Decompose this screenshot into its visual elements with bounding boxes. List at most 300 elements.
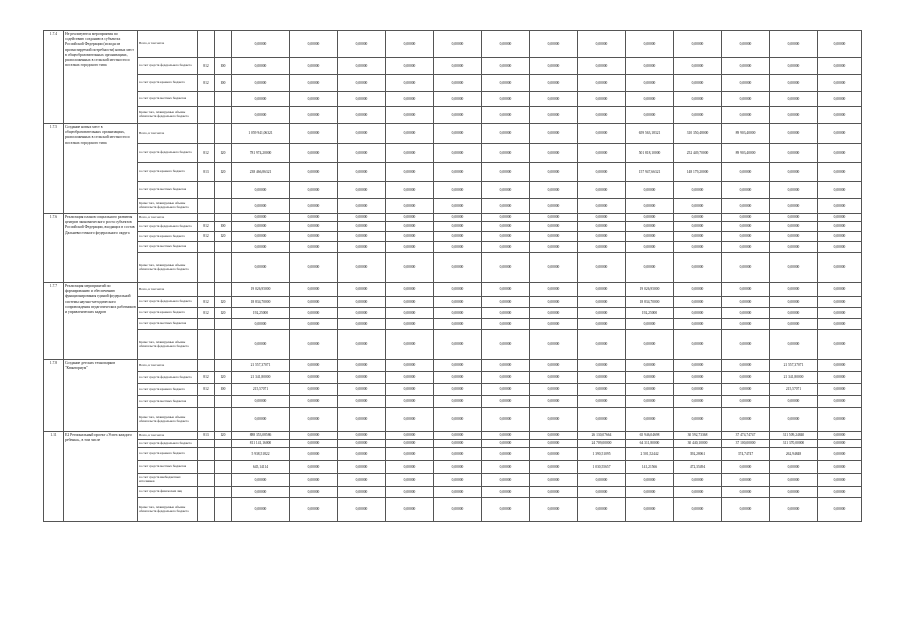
amount-cell: 0,00000 <box>386 163 434 182</box>
amount-cell: 0,00000 <box>290 214 338 222</box>
amount-cell: 0,00000 <box>818 58 862 75</box>
amount-cell: 0,00000 <box>626 487 674 498</box>
section-code <box>215 396 232 408</box>
amount-cell: 0,00000 <box>338 283 386 297</box>
amount-cell: 0,00000 <box>386 396 434 408</box>
amount-cell: 0,00000 <box>434 214 482 222</box>
amount-cell: 0,00000 <box>530 408 578 432</box>
grbs-code <box>198 319 215 330</box>
amount-cell: 645,14114 <box>232 461 290 474</box>
amount-cell: 0,00000 <box>434 182 482 199</box>
amount-cell: 0,00000 <box>818 214 862 222</box>
amount-cell: 0,00000 <box>290 144 338 163</box>
amount-cell: 0,00000 <box>290 408 338 432</box>
amount-cell: 0,00000 <box>434 440 482 448</box>
amount-cell: 0,00000 <box>578 222 626 232</box>
table-row <box>44 222 862 232</box>
amount-cell: 0,00000 <box>818 222 862 232</box>
section-code: I20 <box>215 163 232 182</box>
amount-cell: 0,00000 <box>722 384 770 396</box>
amount-cell: 0,00000 <box>434 92 482 107</box>
amount-cell: 0,00000 <box>722 163 770 182</box>
amount-cell: 0,00000 <box>290 319 338 330</box>
amount-cell: 0,00000 <box>338 163 386 182</box>
amount-cell: 0,00000 <box>770 487 818 498</box>
funding-source: Всего, в том числе <box>138 432 198 440</box>
amount-cell: 0,00000 <box>626 222 674 232</box>
amount-cell: 5 938,51822 <box>232 448 290 461</box>
amount-cell: 0,00000 <box>770 283 818 297</box>
amount-cell: 0,00000 <box>818 199 862 214</box>
table-row <box>44 498 862 522</box>
amount-cell: 888 353,08586 <box>232 432 290 440</box>
amount-cell: 0,00000 <box>722 360 770 372</box>
amount-cell: 0,00000 <box>338 432 386 440</box>
amount-cell: 0,00000 <box>818 360 862 372</box>
amount-cell: 0,00000 <box>482 330 530 360</box>
amount-cell: 0,00000 <box>434 232 482 242</box>
amount-cell: 0,00000 <box>338 308 386 319</box>
amount-cell: 0,00000 <box>770 214 818 222</box>
amount-cell: 0,00000 <box>530 92 578 107</box>
amount-cell: 0,00000 <box>530 232 578 242</box>
amount-cell: 0,00000 <box>434 31 482 58</box>
amount-cell: 0,00000 <box>338 440 386 448</box>
grbs-code <box>198 498 215 522</box>
amount-cell: 0,00000 <box>674 319 722 330</box>
amount-cell: 0,00000 <box>338 222 386 232</box>
amount-cell: 0,00000 <box>674 58 722 75</box>
amount-cell: 0,00000 <box>482 232 530 242</box>
amount-cell: 0,00000 <box>530 297 578 308</box>
funding-source: за счет средств краевого бюджета <box>138 448 198 461</box>
section-code <box>215 440 232 448</box>
amount-cell: 0,00000 <box>530 432 578 440</box>
amount-cell: 0,00000 <box>434 308 482 319</box>
section-code: I20 <box>215 308 232 319</box>
amount-cell: 192,25000 <box>232 308 290 319</box>
section-code <box>215 214 232 222</box>
amount-cell: 0,00000 <box>386 232 434 242</box>
row-code: 1.7.5 <box>44 124 64 214</box>
amount-cell: 0,00000 <box>482 372 530 384</box>
grbs-code: 812 <box>198 232 215 242</box>
amount-cell: 0,00000 <box>674 372 722 384</box>
amount-cell: 0,00000 <box>722 283 770 297</box>
amount-cell: 0,00000 <box>232 487 290 498</box>
grbs-code <box>198 124 215 144</box>
grbs-code <box>198 474 215 487</box>
amount-cell: 0,00000 <box>338 330 386 360</box>
amount-cell: 30 440,10000 <box>674 440 722 448</box>
amount-cell: 0,00000 <box>338 182 386 199</box>
amount-cell: 0,00000 <box>530 75 578 92</box>
amount-cell: 0,00000 <box>482 396 530 408</box>
amount-cell: 0,00000 <box>674 360 722 372</box>
amount-cell: 0,00000 <box>818 396 862 408</box>
amount-cell: 0,00000 <box>722 408 770 432</box>
amount-cell: 89 903,40000 <box>722 144 770 163</box>
amount-cell: 0,00000 <box>626 372 674 384</box>
row-code: 1.7.7 <box>44 283 64 360</box>
amount-cell: 0,00000 <box>626 498 674 522</box>
amount-cell: 0,00000 <box>722 372 770 384</box>
amount-cell: 0,00000 <box>290 232 338 242</box>
grbs-code <box>198 487 215 498</box>
amount-cell: 0,00000 <box>290 199 338 214</box>
amount-cell: 0,00000 <box>338 232 386 242</box>
amount-cell: 0,00000 <box>674 396 722 408</box>
amount-cell: 0,00000 <box>482 163 530 182</box>
amount-cell: 0,00000 <box>722 222 770 232</box>
amount-cell: 0,00000 <box>386 360 434 372</box>
amount-cell: 0,00000 <box>770 408 818 432</box>
grbs-code <box>198 408 215 432</box>
amount-cell: 0,00000 <box>770 308 818 319</box>
amount-cell: 0,00000 <box>818 283 862 297</box>
amount-cell: 0,00000 <box>482 107 530 124</box>
amount-cell: 157 947,66321 <box>626 163 674 182</box>
grbs-code: 812 <box>198 297 215 308</box>
amount-cell: 310 350,48000 <box>674 124 722 144</box>
table-row <box>44 440 862 448</box>
amount-cell: 0,00000 <box>530 319 578 330</box>
amount-cell: 0,00000 <box>818 107 862 124</box>
grbs-code: 813 <box>198 432 215 440</box>
amount-cell: 0,00000 <box>232 92 290 107</box>
amount-cell: 0,00000 <box>482 319 530 330</box>
amount-cell: 0,00000 <box>232 58 290 75</box>
amount-cell: 0,00000 <box>530 144 578 163</box>
amount-cell: 0,00000 <box>578 58 626 75</box>
amount-cell: 0,00000 <box>578 124 626 144</box>
amount-cell: 0,00000 <box>386 461 434 474</box>
amount-cell: 0,00000 <box>338 124 386 144</box>
grbs-code <box>198 214 215 222</box>
section-code: I00 <box>215 75 232 92</box>
amount-cell: 0,00000 <box>232 107 290 124</box>
amount-cell: 0,00000 <box>770 474 818 487</box>
funding-source: Кроме того, планируемые объемы обязательств федерального бюджета <box>138 199 198 214</box>
amount-cell: 0,00000 <box>434 330 482 360</box>
amount-cell: 0,00000 <box>482 487 530 498</box>
amount-cell: 0,00000 <box>482 440 530 448</box>
amount-cell: 0,00000 <box>578 360 626 372</box>
amount-cell: 0,00000 <box>290 222 338 232</box>
row-code: 1.11 <box>44 432 64 522</box>
amount-cell: 0,00000 <box>674 384 722 396</box>
amount-cell: 0,00000 <box>578 319 626 330</box>
amount-cell: 0,00000 <box>818 319 862 330</box>
amount-cell: 0,00000 <box>818 474 862 487</box>
amount-cell: 0,00000 <box>290 283 338 297</box>
amount-cell: 0,00000 <box>674 297 722 308</box>
amount-cell: 0,00000 <box>818 408 862 432</box>
section-code <box>215 92 232 107</box>
amount-cell: 0,00000 <box>386 297 434 308</box>
amount-cell: 392,28061 <box>674 448 722 461</box>
amount-cell: 0,00000 <box>434 163 482 182</box>
amount-cell: 0,00000 <box>386 214 434 222</box>
section-code <box>215 31 232 58</box>
amount-cell: 0,00000 <box>434 396 482 408</box>
amount-cell: 0,00000 <box>338 92 386 107</box>
amount-cell: 0,00000 <box>290 308 338 319</box>
amount-cell: 0,00000 <box>578 487 626 498</box>
amount-cell: 0,00000 <box>770 242 818 253</box>
amount-cell: 0,00000 <box>386 498 434 522</box>
amount-cell: 0,00000 <box>530 214 578 222</box>
table-row <box>44 461 862 474</box>
amount-cell: 0,00000 <box>434 487 482 498</box>
amount-cell: 0,00000 <box>674 330 722 360</box>
funding-source: за счет средств федерального бюджета <box>138 144 198 163</box>
amount-cell: 0,00000 <box>578 330 626 360</box>
amount-cell: 0,00000 <box>626 408 674 432</box>
amount-cell: 0,00000 <box>818 297 862 308</box>
amount-cell: 238 466,86321 <box>232 163 290 182</box>
grbs-code: 812 <box>198 58 215 75</box>
amount-cell: 0,00000 <box>818 432 862 440</box>
amount-cell: 0,00000 <box>818 308 862 319</box>
amount-cell: 0,00000 <box>578 31 626 58</box>
amount-cell: 0,00000 <box>338 396 386 408</box>
grbs-code <box>198 242 215 253</box>
grbs-code <box>198 448 215 461</box>
amount-cell: 0,00000 <box>578 199 626 214</box>
amount-cell: 311 509,24840 <box>770 432 818 440</box>
amount-cell: 0,00000 <box>722 31 770 58</box>
amount-cell: 0,00000 <box>578 372 626 384</box>
amount-cell: 0,00000 <box>722 474 770 487</box>
amount-cell: 18 834,70000 <box>626 297 674 308</box>
amount-cell: 0,00000 <box>530 360 578 372</box>
table-row <box>44 75 862 92</box>
amount-cell: 0,00000 <box>818 163 862 182</box>
amount-cell: 0,00000 <box>386 242 434 253</box>
section-code <box>215 408 232 432</box>
amount-cell: 0,00000 <box>578 308 626 319</box>
amount-cell: 0,00000 <box>290 487 338 498</box>
amount-cell: 0,00000 <box>482 242 530 253</box>
grbs-code <box>198 283 215 297</box>
amount-cell: 0,00000 <box>434 372 482 384</box>
section-code <box>215 182 232 199</box>
amount-cell: 0,00000 <box>386 487 434 498</box>
amount-cell: 0,00000 <box>818 242 862 253</box>
amount-cell: 0,00000 <box>386 144 434 163</box>
amount-cell: 0,00000 <box>482 432 530 440</box>
amount-cell: 472,35494 <box>674 461 722 474</box>
amount-cell: 0,00000 <box>722 242 770 253</box>
amount-cell: 0,00000 <box>338 31 386 58</box>
amount-cell: 0,00000 <box>722 182 770 199</box>
amount-cell: 0,00000 <box>626 199 674 214</box>
funding-source: за счет средств краевого бюджета <box>138 308 198 319</box>
amount-cell: 0,00000 <box>530 163 578 182</box>
measure-name: Создание детских технопарков "Кванториум" <box>64 360 138 432</box>
grbs-code <box>198 330 215 360</box>
amount-cell: 26 130,07664 <box>578 432 626 440</box>
amount-cell: 0,00000 <box>290 498 338 522</box>
measure-name: Создание новых мест в общеобразовательных организациях, расположенных в сельской местности и поселках городского типа <box>64 124 138 214</box>
section-code: I20 <box>215 372 232 384</box>
amount-cell: 0,00000 <box>232 474 290 487</box>
amount-cell: 0,00000 <box>386 319 434 330</box>
measure-name: Реализация планов социального развития центров экономического роста субъектов Российской Федерации, входящих в состав Дальневосточного федерального округа <box>64 214 138 283</box>
section-code: I00 <box>215 58 232 75</box>
amount-cell: 0,00000 <box>338 297 386 308</box>
amount-cell: 0,00000 <box>338 58 386 75</box>
amount-cell: 0,00000 <box>482 308 530 319</box>
row-code: 1.7.4 <box>44 31 64 124</box>
amount-cell: 0,00000 <box>530 461 578 474</box>
amount-cell: 0,00000 <box>770 107 818 124</box>
amount-cell: 0,00000 <box>530 448 578 461</box>
amount-cell: 0,00000 <box>530 487 578 498</box>
amount-cell: 0,00000 <box>722 199 770 214</box>
amount-cell: 0,00000 <box>482 498 530 522</box>
amount-cell: 0,00000 <box>770 461 818 474</box>
amount-cell: 0,00000 <box>578 297 626 308</box>
amount-cell: 0,00000 <box>290 253 338 283</box>
amount-cell: 0,00000 <box>290 384 338 396</box>
amount-cell: 0,00000 <box>482 31 530 58</box>
amount-cell: 311 370,00000 <box>770 440 818 448</box>
amount-cell: 0,00000 <box>626 242 674 253</box>
table-row <box>44 474 862 487</box>
amount-cell: 811 141,16000 <box>232 440 290 448</box>
amount-cell: 0,00000 <box>290 297 338 308</box>
amount-cell: 0,00000 <box>530 107 578 124</box>
amount-cell: 0,00000 <box>578 92 626 107</box>
funding-source: за счет средств местных бюджетов <box>138 242 198 253</box>
amount-cell: 0,00000 <box>674 75 722 92</box>
amount-cell: 0,00000 <box>578 396 626 408</box>
amount-cell: 192,25000 <box>626 308 674 319</box>
table-row <box>44 199 862 214</box>
amount-cell: 0,00000 <box>530 31 578 58</box>
funding-source: Кроме того, планируемые объемы обязательств федерального бюджета <box>138 107 198 124</box>
table-row <box>44 31 862 58</box>
amount-cell: 148 179,20000 <box>674 163 722 182</box>
amount-cell: 0,00000 <box>434 448 482 461</box>
section-code <box>215 242 232 253</box>
amount-cell: 252 449,70000 <box>674 144 722 163</box>
amount-cell: 0,00000 <box>626 330 674 360</box>
section-code <box>215 199 232 214</box>
amount-cell: 0,00000 <box>482 283 530 297</box>
amount-cell: 0,00000 <box>770 297 818 308</box>
amount-cell: 0,00000 <box>482 214 530 222</box>
amount-cell: 0,00000 <box>818 144 862 163</box>
amount-cell: 0,00000 <box>482 384 530 396</box>
amount-cell: 1 059 941,06321 <box>232 124 290 144</box>
amount-cell: 0,00000 <box>674 31 722 58</box>
amount-cell: 0,00000 <box>770 199 818 214</box>
amount-cell: 0,00000 <box>434 283 482 297</box>
amount-cell: 30 592,73368 <box>674 432 722 440</box>
amount-cell: 0,00000 <box>338 107 386 124</box>
table-row <box>44 163 862 182</box>
amount-cell: 0,00000 <box>530 182 578 199</box>
amount-cell: 0,00000 <box>626 182 674 199</box>
section-code <box>215 360 232 372</box>
amount-cell: 19 026,95000 <box>626 283 674 297</box>
funding-source: за счет средств физических лиц <box>138 487 198 498</box>
amount-cell: 0,00000 <box>434 222 482 232</box>
grbs-code: 812 <box>198 144 215 163</box>
amount-cell: 0,00000 <box>232 214 290 222</box>
table-row <box>44 396 862 408</box>
amount-cell: 0,00000 <box>530 396 578 408</box>
amount-cell: 0,00000 <box>290 182 338 199</box>
amount-cell: 0,00000 <box>674 199 722 214</box>
amount-cell: 0,00000 <box>722 498 770 522</box>
table-row <box>44 432 862 440</box>
amount-cell: 0,00000 <box>232 222 290 232</box>
amount-cell: 0,00000 <box>338 474 386 487</box>
table-row <box>44 319 862 330</box>
amount-cell: 0,00000 <box>770 396 818 408</box>
amount-cell: 21 341,80000 <box>770 372 818 384</box>
amount-cell: 0,00000 <box>232 330 290 360</box>
amount-cell: 0,00000 <box>290 58 338 75</box>
grbs-code: 812 <box>198 384 215 396</box>
grbs-code <box>198 253 215 283</box>
amount-cell: 0,00000 <box>434 461 482 474</box>
amount-cell: 0,00000 <box>818 384 862 396</box>
amount-cell: 0,00000 <box>578 498 626 522</box>
amount-cell: 0,00000 <box>626 107 674 124</box>
amount-cell: 0,00000 <box>290 330 338 360</box>
amount-cell: 0,00000 <box>290 163 338 182</box>
amount-cell: 0,00000 <box>232 199 290 214</box>
amount-cell: 0,00000 <box>482 448 530 461</box>
grbs-code <box>198 92 215 107</box>
table-row <box>44 448 862 461</box>
section-code <box>215 448 232 461</box>
amount-cell: 0,00000 <box>482 58 530 75</box>
amount-cell: 0,00000 <box>290 461 338 474</box>
amount-cell: 0,00000 <box>674 283 722 297</box>
grbs-code <box>198 31 215 58</box>
amount-cell: 0,00000 <box>434 144 482 163</box>
table-row <box>44 297 862 308</box>
funding-source: Всего, в том числе <box>138 31 198 58</box>
amount-cell: 0,00000 <box>232 242 290 253</box>
amount-cell: 0,00000 <box>386 372 434 384</box>
amount-cell: 0,00000 <box>386 330 434 360</box>
amount-cell: 0,00000 <box>386 253 434 283</box>
table-body <box>44 31 862 522</box>
amount-cell: 0,00000 <box>578 408 626 432</box>
amount-cell: 0,00000 <box>530 199 578 214</box>
amount-cell: 0,00000 <box>674 222 722 232</box>
amount-cell: 0,00000 <box>338 384 386 396</box>
amount-cell: 0,00000 <box>434 253 482 283</box>
amount-cell: 501 818,10000 <box>626 144 674 163</box>
amount-cell: 0,00000 <box>386 283 434 297</box>
amount-cell: 0,00000 <box>434 360 482 372</box>
amount-cell: 215,57071 <box>770 384 818 396</box>
amount-cell: 0,00000 <box>722 297 770 308</box>
funding-source: за счет средств федерального бюджета <box>138 297 198 308</box>
amount-cell: 0,00000 <box>434 242 482 253</box>
amount-cell: 0,00000 <box>386 222 434 232</box>
grbs-code: 812 <box>198 222 215 232</box>
amount-cell: 0,00000 <box>232 75 290 92</box>
